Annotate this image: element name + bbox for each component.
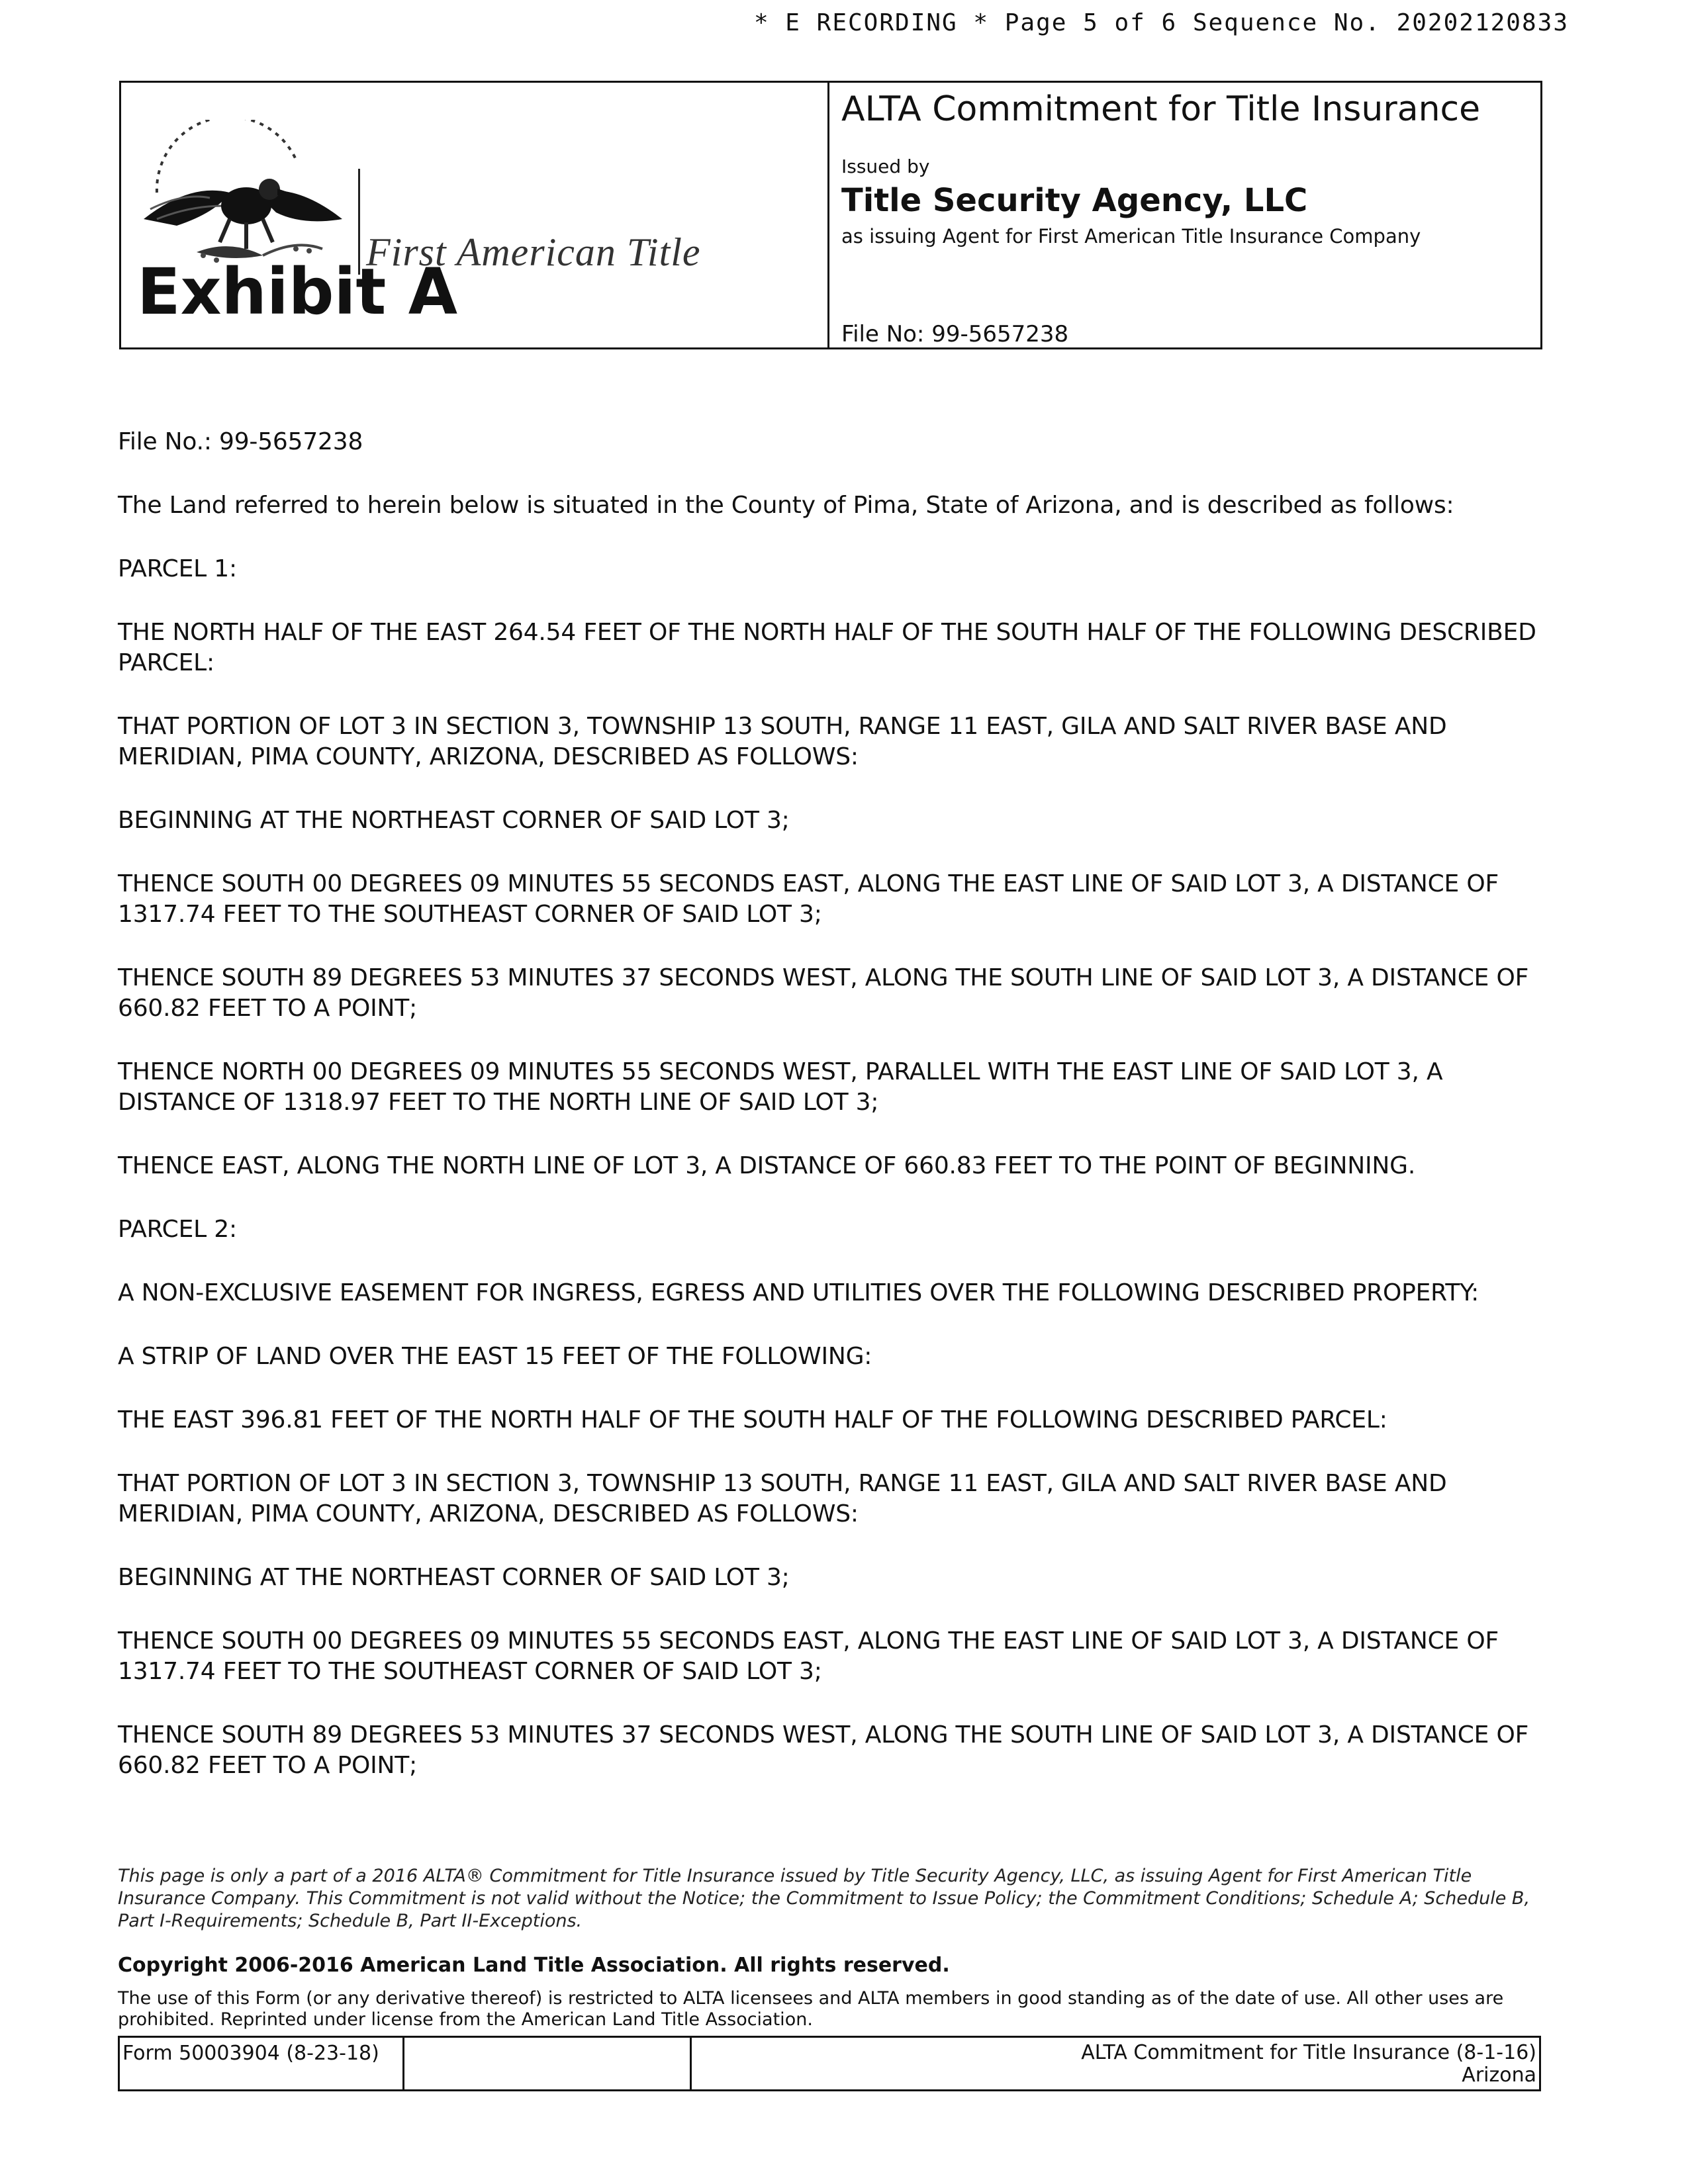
file-number-line: File No.: 99-5657238 bbox=[118, 428, 363, 455]
legal-description bbox=[118, 427, 1541, 1814]
issued-by-label: Issued by bbox=[841, 156, 930, 177]
legal-paragraph: THENCE SOUTH 89 DEGREES 53 MINUTES 37 SECONDS WEST, ALONG THE SOUTH LINE OF SAID LOT 3, A DISTANCE OF 660.82 FEET TO A POINT; bbox=[118, 964, 1529, 1022]
recording-header: * E RECORDING * Page 5 of 6 Sequence No. 20202120833 bbox=[753, 9, 1569, 36]
footer-cell-form-number bbox=[120, 2038, 404, 2089]
footer-disclaimer: This page is only a part of a 2016 ALTA® Commitment for Title Insurance issued by Title Security Agency, LLC, as issuing Agent for First American Title Insurance Company. This Commitment is not valid without the Notice; the Commitment to Issue Policy; the Commitment Conditions; Schedule A; Schedule B, Part I-Requirements; Schedule B, Part II-Exceptions. bbox=[118, 1866, 1530, 1931]
legal-paragraph: A STRIP OF LAND OVER THE EAST 15 FEET OF THE FOLLOWING: bbox=[118, 1343, 872, 1370]
legal-paragraph: THE NORTH HALF OF THE EAST 264.54 FEET OF THE NORTH HALF OF THE SOUTH HALF OF THE FOLLOWING DESCRIBED PARCEL: bbox=[118, 619, 1536, 676]
legal-paragraph: THAT PORTION OF LOT 3 IN SECTION 3, TOWNSHIP 13 SOUTH, RANGE 11 EAST, GILA AND SALT RIVER BASE AND MERIDIAN, PIMA COUNTY, ARIZONA, DESCRIBED AS FOLLOWS: bbox=[118, 1470, 1447, 1527]
legal-paragraph: BEGINNING AT THE NORTHEAST CORNER OF SAID LOT 3; bbox=[118, 1564, 790, 1591]
legal-paragraph: THAT PORTION OF LOT 3 IN SECTION 3, TOWNSHIP 13 SOUTH, RANGE 11 EAST, GILA AND SALT RIVER BASE AND MERIDIAN, PIMA COUNTY, ARIZONA, DESCRIBED AS FOLLOWS: bbox=[118, 713, 1447, 770]
header-file-number: File No: 99-5657238 bbox=[841, 321, 1069, 347]
footer-cell-blank bbox=[404, 2038, 692, 2089]
form-title-line: ALTA Commitment for Title Insurance (8-1-16) bbox=[1081, 2041, 1536, 2064]
footer-form-table bbox=[118, 2036, 1541, 2091]
header-issuer-cell bbox=[829, 83, 1540, 347]
agent-note: as issuing Agent for First American Title Insurance Company bbox=[841, 225, 1421, 248]
form-number: Form 50003904 (8-23-18) bbox=[122, 2042, 379, 2065]
legal-paragraph: THENCE SOUTH 89 DEGREES 53 MINUTES 37 SECONDS WEST, ALONG THE SOUTH LINE OF SAID LOT 3, A DISTANCE OF 660.82 FEET TO A POINT; bbox=[118, 1721, 1529, 1779]
legal-paragraph: THENCE SOUTH 00 DEGREES 09 MINUTES 55 SECONDS EAST, ALONG THE EAST LINE OF SAID LOT 3, A DISTANCE OF 1317.74 FEET TO THE SOUTHEAST CORNER OF SAID LOT 3; bbox=[118, 870, 1499, 928]
form-title bbox=[1081, 2042, 1536, 2087]
footer-cell-form-title bbox=[692, 2038, 1539, 2089]
brand-name: First American Title bbox=[366, 230, 701, 274]
legal-paragraph: THE EAST 396.81 FEET OF THE NORTH HALF OF THE SOUTH HALF OF THE FOLLOWING DESCRIBED PARCEL: bbox=[118, 1406, 1387, 1433]
footer-copyright: Copyright 2006-2016 American Land Title Association. All rights reserved. bbox=[118, 1954, 950, 1977]
parcel-heading: PARCEL 2: bbox=[118, 1216, 237, 1243]
legal-paragraph: THENCE SOUTH 00 DEGREES 09 MINUTES 55 SECONDS EAST, ALONG THE EAST LINE OF SAID LOT 3, A DISTANCE OF 1317.74 FEET TO THE SOUTHEAST CORNER OF SAID LOT 3; bbox=[118, 1627, 1499, 1685]
land-intro: The Land referred to herein below is situated in the County of Pima, State of Arizona, and is described as follows: bbox=[118, 492, 1454, 519]
header-box bbox=[119, 81, 1542, 349]
form-state-line: Arizona bbox=[1462, 2064, 1536, 2087]
legal-paragraph: A NON-EXCLUSIVE EASEMENT FOR INGRESS, EGRESS AND UTILITIES OVER THE FOLLOWING DESCRIBED PROPERTY: bbox=[118, 1279, 1479, 1306]
agency-name: Title Security Agency, LLC bbox=[841, 182, 1308, 219]
legal-paragraph: THENCE NORTH 00 DEGREES 09 MINUTES 55 SECONDS WEST, PARALLEL WITH THE EAST LINE OF SAID LOT 3, A DISTANCE OF 1318.97 FEET TO THE NORTH LINE OF SAID LOT 3; bbox=[118, 1058, 1443, 1116]
parcel-heading: PARCEL 1: bbox=[118, 555, 237, 582]
legal-paragraph: THENCE EAST, ALONG THE NORTH LINE OF LOT 3, A DISTANCE OF 660.83 FEET TO THE POINT OF BEGINNING. bbox=[118, 1152, 1416, 1179]
legal-paragraph: BEGINNING AT THE NORTHEAST CORNER OF SAID LOT 3; bbox=[118, 807, 790, 834]
exhibit-label: Exhibit A bbox=[137, 255, 457, 329]
alta-title: ALTA Commitment for Title Insurance bbox=[841, 89, 1481, 129]
footer-use-note: The use of this Form (or any derivative thereof) is restricted to ALTA licensees and ALTA members in good standing as of the date of use. All other uses are prohibited. Reprinted under license from the American Land Title Association. bbox=[118, 1988, 1504, 2030]
header-logo-cell bbox=[121, 83, 829, 347]
